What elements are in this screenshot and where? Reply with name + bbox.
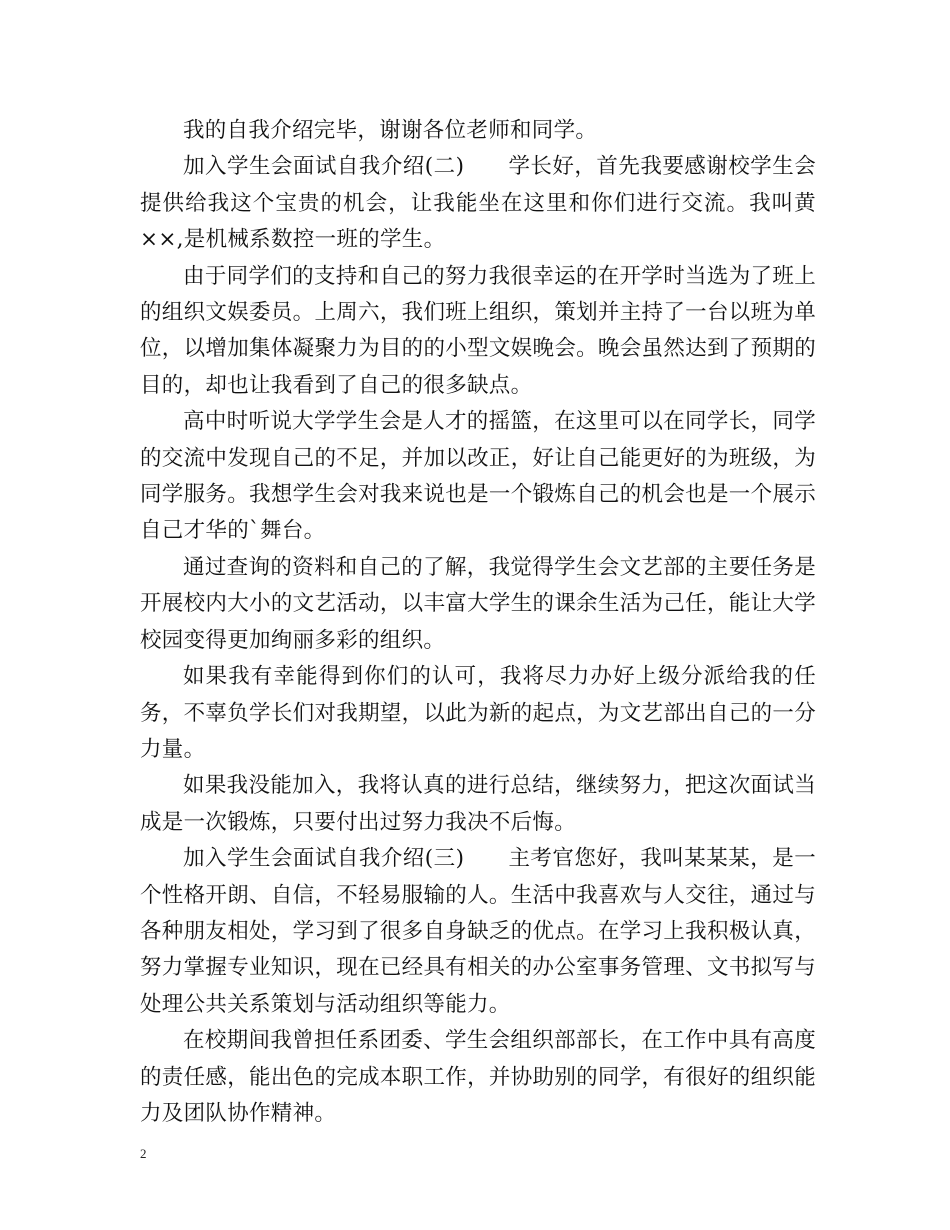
paragraph: 由于同学们的支持和自己的努力我很幸运的在开学时当选为了班上的组织文娱委员。上周六，我们班上组织，策划并主持了一台以班为单位，以增加集体凝聚力为目的的小型文娱晚会。晚会虽然达到了预期的目的，却也让我看到了自己的很多缺点。	[140, 263, 816, 398]
paragraph: 我的自我介绍完毕，谢谢各位老师和同学。	[183, 118, 598, 143]
document-body	[140, 113, 816, 1132]
paragraph: 通过查询的资料和自己的了解，我觉得学生会文艺部的主要任务是开展校内大小的文艺活动，以丰富大学生的课余生活为己任，能让大学校园变得更加绚丽多彩的组织。	[140, 554, 816, 653]
paragraph: 如果我没能加入，我将认真的进行总结，继续努力，把这次面试当成是一次锻炼，只要付出过努力我决不后悔。	[140, 773, 816, 835]
paragraph: 高中时听说大学学生会是人才的摇篮，在这里可以在同学长，同学的交流中发现自己的不足，并加以改正，好让自己能更好的为班级，为同学服务。我想学生会对我来说也是一个锻炼自己的机会也是一个展示自己才华的`舞台。	[140, 409, 816, 544]
paragraph: 如果我有幸能得到你们的认可，我将尽力办好上级分派给我的任务，不辜负学长们对我期望，以此为新的起点，为文艺部出自己的一分力量。	[140, 664, 816, 762]
paragraph: 加入学生会面试自我介绍(三) 主考官您好，我叫某某某，是一个性格开朗、自信，不轻易服输的人。生活中我喜欢与人交往，通过与各种朋友相处，学习到了很多自身缺乏的优点。在学习上我积极认真，努力掌握专业知识，现在已经具有相关的办公室事务管理、文书拟写与处理公共关系策划与活动组织等能力。	[140, 846, 816, 1017]
paragraph: 加入学生会面试自我介绍(二) 学长好，首先我要感谢校学生会提供给我这个宝贵的机会，让我能坐在这里和你们进行交流。我叫黄××,是机械系数控一班的学生。	[140, 154, 816, 253]
paragraph: 在校期间我曾担任系团委、学生会组织部部长，在工作中具有高度的责任感，能出色的完成本职工作，并协助别的同学，有很好的组织能力及团队协作精神。	[140, 1028, 816, 1126]
page-number: 2	[140, 1146, 147, 1161]
